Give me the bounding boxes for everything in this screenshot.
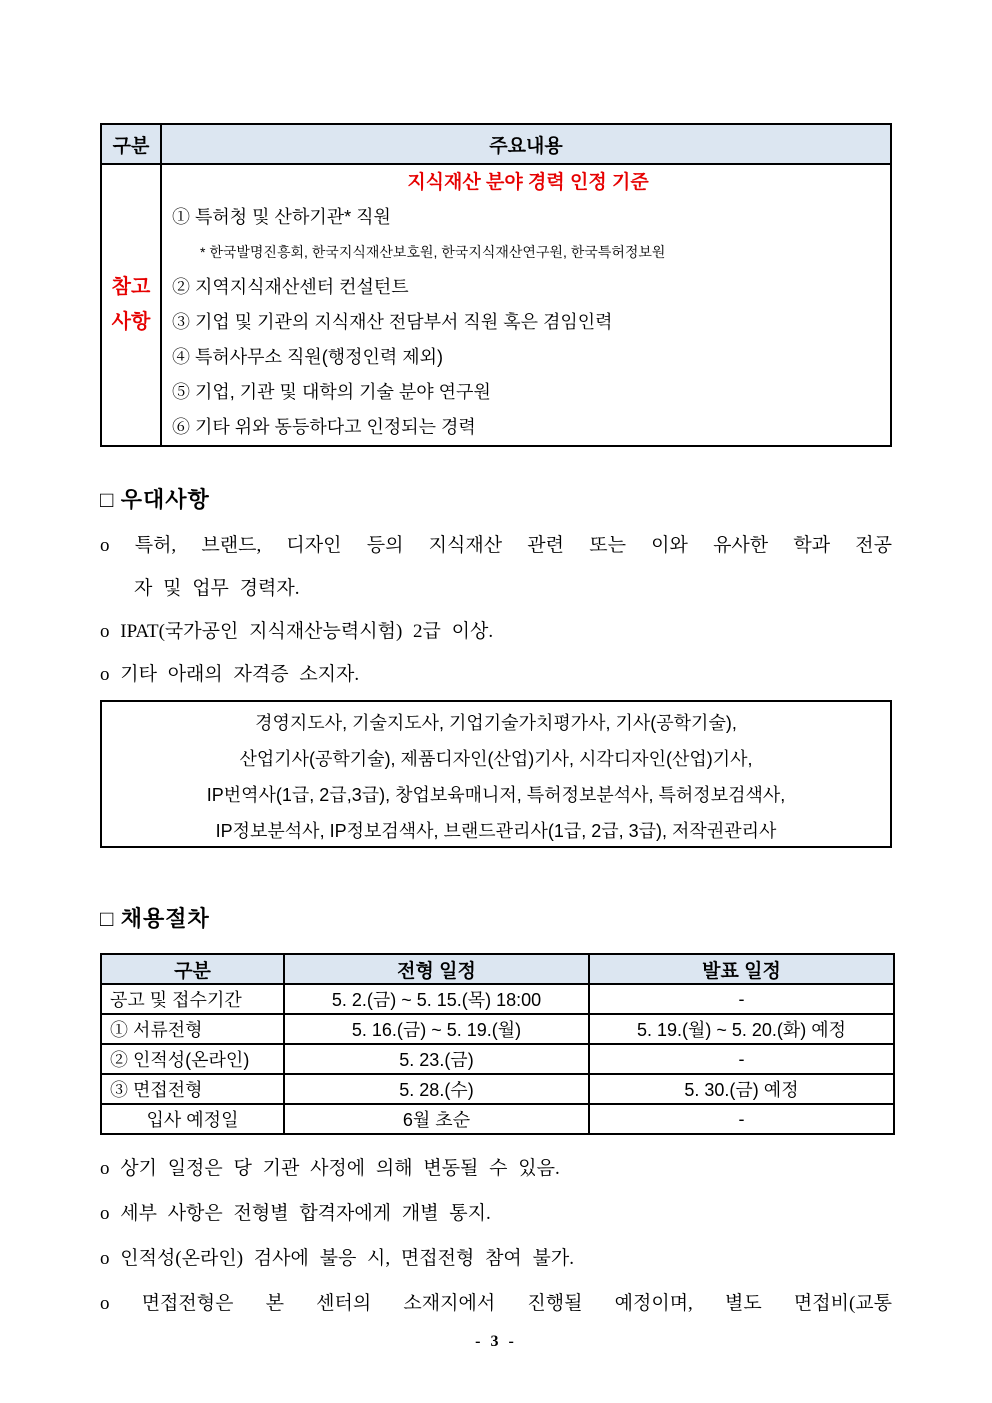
process-row-schedule: 5. 16.(금) ~ 5. 19.(월): [284, 1014, 589, 1044]
process-row-schedule: 6월 초순: [284, 1104, 589, 1134]
process-note: o 상기 일정은 당 기관 사정에 의해 변동될 수 있음.: [100, 1158, 560, 1179]
certificate-line: 경영지도사, 기술지도사, 기업기술가치평가사, 기사(공학기술),: [255, 713, 737, 733]
process-row-label: 공고 및 접수기간: [101, 984, 284, 1014]
reference-row-label-line1: 참고: [111, 276, 151, 298]
process-table-row: [101, 1074, 894, 1104]
criteria-item: ④ 특허사무소 직원(행정인력 제외): [172, 347, 444, 367]
criteria-item: ⑤ 기업, 기관 및 대학의 기술 분야 연구원: [172, 382, 491, 402]
process-table-row: [101, 984, 894, 1014]
process-table-row: [101, 1044, 894, 1074]
process-row-label: ② 인적성(온라인): [101, 1044, 284, 1074]
reference-row-label: [101, 164, 161, 446]
preference-bullet: o 기타 아래의 자격증 소지자.: [100, 664, 360, 685]
process-note: o 인적성(온라인) 검사에 불응 시, 면접전형 참여 불가.: [100, 1248, 574, 1269]
certificate-line: IP번역사(1급, 2급,3급), 창업보육매니저, 특허정보분석사, 특허정보검색사,: [206, 785, 786, 805]
reference-table-header-row: [101, 124, 891, 164]
process-table-header-row: [101, 954, 894, 984]
certificate-line: 산업기사(공학기술), 제품디자인(산업)기사, 시각디자인(산업)기사,: [239, 749, 753, 769]
process-row-schedule: 5. 23.(금): [284, 1044, 589, 1074]
process-row-announcement: -: [589, 984, 894, 1014]
process-header-announcement: 발표 일정: [589, 954, 894, 984]
preference-bullet-continuation: 자 및 업무 경력자.: [134, 578, 300, 599]
process-note: o 면접전형은 본 센터의 소재지에서 진행될 예정이며, 별도 면접비(교통: [100, 1293, 892, 1314]
preference-bullets: [100, 524, 892, 696]
criteria-item: ① 특허청 및 산하기관* 직원: [172, 207, 391, 227]
criteria-item: ⑥ 기타 위와 동등하다고 인정되는 경력: [172, 417, 476, 437]
process-table-row: [101, 1104, 894, 1134]
process-row-announcement: 5. 30.(금) 예정: [589, 1074, 894, 1104]
process-row-label: ① 서류전형: [101, 1014, 284, 1044]
process-heading: □ 채용절차: [100, 906, 210, 931]
criteria-title: 지식재산 분야 경력 인정 기준: [407, 172, 649, 193]
page-number: - 3 -: [475, 1333, 517, 1350]
process-row-label: 입사 예정일: [101, 1104, 284, 1134]
reference-row-label-line2: 사항: [111, 311, 151, 333]
process-row-announcement: 5. 19.(월) ~ 5. 20.(화) 예정: [589, 1014, 894, 1044]
criteria-item: ② 지역지식재산센터 컨설턴트: [172, 277, 409, 297]
process-row-label: ③ 면접전형: [101, 1074, 284, 1104]
process-header-schedule: 전형 일정: [284, 954, 589, 984]
certificate-line: IP정보분석사, IP정보검색사, 브랜드관리사(1급, 2급, 3급), 저작권관리사: [215, 821, 777, 841]
process-note: o 세부 사항은 전형별 합격자에게 개별 통지.: [100, 1203, 491, 1224]
process-table: [100, 953, 895, 1135]
process-row-announcement: -: [589, 1104, 894, 1134]
reference-table-header-category: 구분: [101, 124, 161, 164]
certificate-box: [100, 700, 892, 848]
criteria-item-footnote: * 한국발명진흥회, 한국지식재산보호원, 한국지식재산연구원, 한국특허정보원: [200, 244, 666, 260]
reference-table-body-row: [101, 164, 891, 446]
reference-table-header-content: 주요내용: [161, 124, 891, 164]
process-row-announcement: -: [589, 1044, 894, 1074]
reference-row-content: [161, 164, 891, 446]
preference-section: [100, 484, 892, 696]
process-row-schedule: 5. 28.(수): [284, 1074, 589, 1104]
preference-bullet: o 특허, 브랜드, 디자인 등의 지식재산 관련 또는 이와 유사한 학과 전공: [100, 535, 892, 556]
process-row-schedule: 5. 2.(금) ~ 5. 15.(목) 18:00: [284, 984, 589, 1014]
criteria-item: ③ 기업 및 기관의 지식재산 전담부서 직원 혹은 겸임인력: [172, 312, 613, 332]
preference-bullet: o IPAT(국가공인 지식재산능력시험) 2급 이상.: [100, 621, 494, 642]
preference-heading: □ 우대사항: [100, 487, 210, 512]
process-header-category: 구분: [101, 954, 284, 984]
reference-table: [100, 123, 892, 447]
process-notes: [100, 1146, 892, 1326]
process-table-row: [101, 1014, 894, 1044]
